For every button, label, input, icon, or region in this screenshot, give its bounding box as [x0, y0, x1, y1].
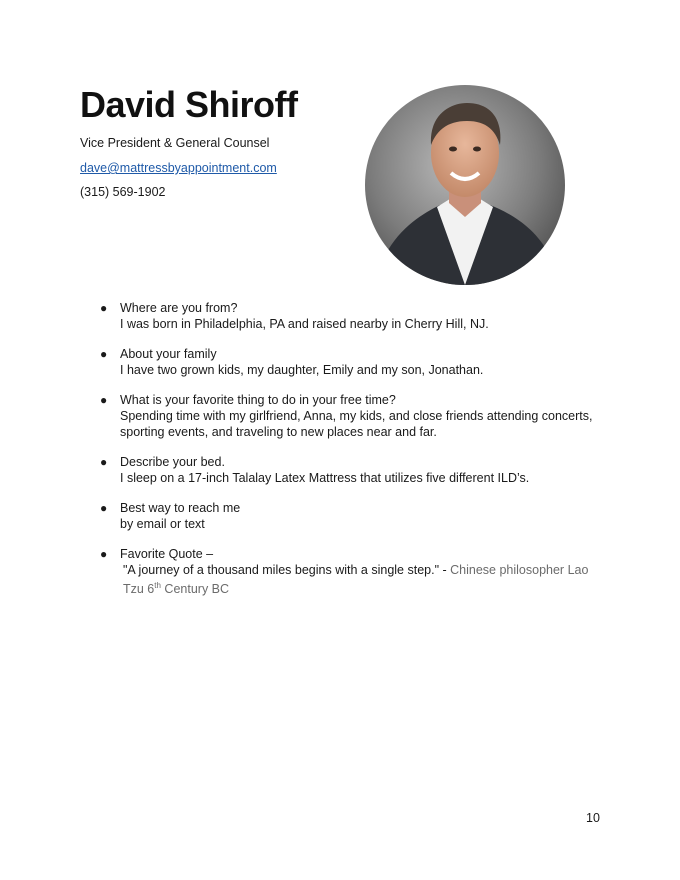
quote-attribution-text: Chinese philosopher Lao Tzu 6	[123, 563, 589, 597]
favorite-quote	[120, 562, 600, 597]
profile-name: David Shiroff	[80, 84, 298, 125]
bullet-icon: ●	[100, 393, 108, 407]
bullet-icon: ●	[100, 547, 108, 561]
profile-title: Vice President & General Counsel	[80, 136, 270, 150]
question: Favorite Quote –	[120, 547, 214, 561]
question: Where are you from?	[120, 301, 238, 315]
bullet-icon: ●	[100, 347, 108, 361]
phone-number: (315) 569-1902	[80, 185, 166, 199]
list-item	[100, 500, 600, 532]
question: What is your favorite thing to do in your free time?	[120, 393, 396, 407]
list-item-quote	[100, 546, 600, 597]
question: Best way to reach me	[120, 501, 241, 515]
answer: I have two grown kids, my daughter, Emily and my son, Jonathan.	[120, 363, 484, 377]
answer: I sleep on a 17-inch Talalay Latex Mattress that utilizes five different ILD’s.	[120, 471, 530, 485]
qa-list	[100, 300, 600, 611]
quote-attribution-end: Century BC	[164, 582, 230, 597]
list-item	[100, 300, 600, 332]
question: Describe your bed.	[120, 455, 225, 469]
answer: by email or text	[120, 517, 205, 531]
superscript: th	[154, 581, 161, 590]
question: About your family	[120, 347, 217, 361]
profile-photo	[365, 85, 565, 285]
bullet-icon: ●	[100, 455, 108, 469]
bullet-icon: ●	[100, 501, 108, 515]
list-item	[100, 454, 600, 486]
answer: I was born in Philadelphia, PA and raised nearby in Cherry Hill, NJ.	[120, 317, 489, 331]
list-item	[100, 392, 600, 440]
answer: Spending time with my girlfriend, Anna, my kids, and close friends attending concerts, sporting events, and traveling to new places near and far.	[120, 409, 593, 439]
list-item	[100, 346, 600, 378]
bullet-icon: ●	[100, 301, 108, 315]
quote-text: "A journey of a thousand miles begins with a single step." -	[123, 563, 447, 577]
email-link[interactable]: dave@mattressbyappointment.com	[80, 161, 277, 175]
page-number: 10	[586, 811, 600, 825]
